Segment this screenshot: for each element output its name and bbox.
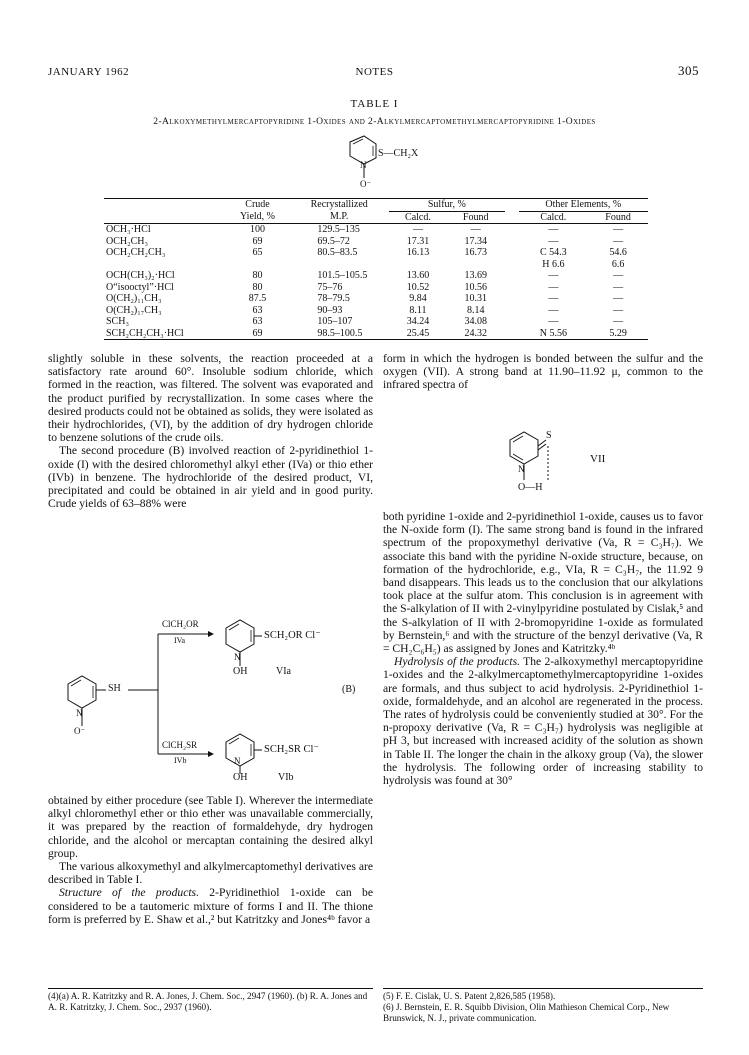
table-gap	[505, 247, 519, 259]
left-column-bottom	[48, 794, 373, 926]
product-b-label: VIb	[278, 772, 294, 783]
table-gap	[505, 328, 519, 340]
table-cell-mp: 78–79.5	[317, 293, 350, 304]
run-in-heading: Hydrolysis of the products.	[394, 655, 521, 669]
table-cell-o-found: 6.6	[611, 258, 625, 270]
structure-vii-oh: O—H	[518, 482, 543, 493]
table-cell-mp: 101.5–105.5	[317, 270, 368, 281]
table-cell-x: O“isooctyl”·HCl	[106, 281, 174, 293]
table-cell-o-found: —	[613, 293, 624, 304]
start-n: N	[76, 708, 83, 718]
product-b: SCH₂SR Cl⁻	[264, 744, 320, 755]
header-mp: M.P.	[330, 211, 349, 222]
reagent-top: ClCH₂OR	[162, 619, 199, 629]
footnotes-right	[383, 991, 703, 1025]
table-cell-o-found: —	[613, 270, 624, 281]
table-cell-s-found	[447, 259, 505, 271]
table-cell-o-found: 5.29	[609, 327, 627, 339]
product-a-label: VIa	[276, 666, 291, 677]
table-cell-s-calcd: 16.13	[406, 247, 430, 258]
structure-vii-n: N	[518, 464, 525, 474]
table-cell-mp: 129.5–135	[317, 224, 360, 235]
table-cell-o-calcd: —	[548, 270, 559, 281]
footnote-5: (5) F. E. Cislak, U. S. Patent 2,826,585 (1958).	[383, 991, 556, 1001]
table-cell-o-calcd: —	[548, 281, 559, 293]
procedure-label: (B)	[342, 684, 356, 695]
paragraph: obtained by either procedure (see Table I). Wherever the intermediate alkyl chloromethyl ether or thio ether was unavailable commercially, it was prepared by the reaction of formaldehyde, dry hydrogen chloride, and the alcohol or mercaptan containing the desired alkyl group.	[48, 794, 373, 860]
table-cell-yield: 80	[252, 270, 263, 281]
table-cell-o-calcd: H 6.6	[542, 258, 565, 270]
scheme-drawing	[58, 614, 378, 782]
table-body	[104, 224, 648, 340]
table-cell-x	[104, 259, 226, 271]
table-cell-s-found: 17.34	[464, 235, 487, 247]
header-s-calcd: Calcd.	[405, 211, 431, 223]
table-cell-x: O(CH₂)₁₁CH₃	[106, 293, 162, 304]
table-row	[104, 259, 648, 271]
paragraph-text: The 2-alkoxymethyl mercaptopyridine 1-oxides and the 2-alkylmercaptomethylmercaptopyridine 1-oxides are formals, and thus subject to acid hydrolysis. 2-Pyridinethiol 1-oxide, formaldehyde, and an alcohol are regenerated in the process. The rates of hydrolysis could be conveniently studied at 30°. For the n-propoxy derivative (Va, R = C₃H₇) hydrolysis was negligible at pH 3, but increased with increased acidity of the solution as shown in Table II. The longer the chain in the alkoxy group (Va), the slower the hydrolysis. The following order of increasing stability to hydrolysis was found at 30°	[383, 655, 703, 788]
table-cell-s-calcd: 9.84	[409, 293, 427, 304]
table-cell-o-calcd: —	[548, 235, 559, 247]
table-cell-s-found: 8.14	[466, 304, 485, 316]
table-cell-x: OCH(CH₃)₂·HCl	[106, 270, 175, 281]
table-cell-x: OCH₃·HCl	[106, 224, 151, 235]
table-row	[104, 328, 648, 340]
table-cell-yield	[226, 259, 290, 271]
reaction-scheme	[58, 614, 378, 782]
table-cell-o-found: —	[613, 304, 624, 316]
reagent-top-label: IVa	[174, 636, 186, 645]
table-cell-s-calcd: 17.31	[406, 235, 430, 247]
table-cell-s-calcd: 34.24	[406, 316, 430, 327]
structure-vii	[500, 400, 640, 500]
data-table	[104, 198, 648, 340]
header-crude: Crude	[245, 199, 270, 210]
table-gap	[505, 270, 519, 282]
table-cell-yield: 87.5	[248, 293, 267, 304]
table-row	[104, 282, 648, 294]
table-cell-o-found: —	[613, 281, 624, 293]
table-cell-s-calcd: 8.11	[409, 304, 427, 316]
table-cell-o-calcd: —	[548, 304, 559, 316]
table-row	[104, 236, 648, 248]
table-cell-mp: 98.5–100.5	[317, 327, 363, 339]
paragraph: The various alkoxymethyl and alkylmercaptomethyl derivatives are described in Table I.	[48, 860, 373, 887]
table-gap	[505, 236, 519, 248]
table-cell-s-found: 13.69	[464, 270, 487, 281]
structure-o: O⁻	[360, 179, 372, 189]
header-o-calcd: Calcd.	[540, 211, 567, 223]
table-cell-yield: 80	[252, 281, 263, 293]
right-column-top	[383, 352, 703, 392]
table-cell-yield: 65	[252, 247, 263, 258]
reagent-bottom: ClCH₂SR	[162, 740, 198, 750]
start-sh: SH	[108, 683, 121, 694]
table-row	[104, 293, 648, 305]
table-cell-o-calcd: —	[548, 224, 559, 235]
table-cell-x: O(CH₂)₁₇CH₃	[106, 304, 162, 316]
running-header-section: NOTES	[355, 66, 394, 78]
table-cell-o-found: —	[613, 235, 624, 247]
right-column-bottom	[383, 510, 703, 787]
table-cell-x: SCH₂CH₂CH₃·HCl	[106, 327, 184, 339]
pyridine-oxide-structure	[330, 132, 450, 196]
table-cell-s-found: 10.56	[464, 281, 487, 293]
paragraph	[383, 655, 703, 787]
table-cell-yield: 69	[252, 327, 263, 339]
table-cell-yield: 100	[250, 224, 266, 235]
product-a: SCH₂OR Cl⁻	[264, 630, 321, 641]
table-cell-mp: 90–93	[317, 304, 343, 316]
table-cell-mp: 105–107	[317, 316, 353, 327]
structure-vii-s: S	[546, 430, 552, 441]
table-cell-s-found: 10.31	[464, 293, 487, 304]
table-structure	[330, 132, 450, 196]
footnote-6: (6) J. Bernstein, E. R. Squibb Division, Olin Mathieson Chemical Corp., New Brunswick, N. J., private communication.	[383, 1002, 670, 1024]
paragraph: form in which the hydrogen is bonded between the sulfur and the oxygen (VII). A strong band at 11.90–11.92 μ, common to the infrared spectra of	[383, 352, 703, 392]
running-header-date: JANUARY 1962	[48, 66, 130, 78]
table-cell-mp: 69.5–72	[317, 235, 350, 247]
table-gap	[505, 293, 519, 305]
table-cell-o-calcd: —	[548, 293, 559, 304]
left-column-top	[48, 352, 373, 510]
header-o-found: Found	[605, 211, 631, 223]
paragraph	[48, 886, 373, 926]
table-cell-s-calcd	[389, 259, 447, 271]
header-other: Other Elements, %	[519, 199, 649, 212]
table-cell-mp	[289, 259, 389, 271]
product-a-n: N	[234, 652, 241, 662]
table-cell-s-found: —	[470, 224, 481, 235]
table-cell-s-found: 24.32	[464, 327, 487, 339]
table-gap	[505, 282, 519, 294]
table-cell-o-found: —	[613, 316, 624, 327]
table-row	[104, 224, 648, 236]
reagent-bottom-label: IVb	[174, 756, 187, 765]
table-cell-mp: 75–76	[317, 281, 343, 293]
structure-n: N	[360, 160, 367, 170]
table-cell-yield: 69	[252, 235, 263, 247]
run-in-heading: Structure of the products.	[59, 886, 199, 900]
structure-vii-label: VII	[590, 453, 606, 465]
table-cell-x: OCH₂CH₃	[106, 235, 148, 247]
paragraph: slightly soluble in these solvents, the reaction proceeded at a satisfactory rate around 60°. Insoluble sodium chloride, which formed in the reaction, was filtered. The solvent was evaporated and the product purified by recrystallization. In some cases where the desired products could not be obtained as solids, they were isolated as their hydrochlorides, (VI), by the addition of dry hydrogen chloride to benzene solutions of the crude oils.	[48, 352, 373, 445]
product-b-n: N	[234, 756, 241, 766]
table-cell-x: OCH₂CH₂CH₃	[106, 247, 166, 258]
table-cell-x: SCH₃	[106, 316, 129, 327]
table-cell-yield: 63	[252, 304, 263, 316]
table-gap	[505, 316, 519, 328]
table-cell-o-calcd: C 54.3	[540, 247, 567, 258]
table-cell-yield: 63	[252, 316, 263, 327]
product-b-oh: OH	[233, 772, 248, 783]
table-gap	[505, 305, 519, 317]
table-cell-s-calcd: 25.45	[406, 327, 430, 339]
table-row	[104, 316, 648, 328]
header-yield: Yield, %	[240, 211, 276, 222]
table-cell-s-calcd: 13.60	[406, 270, 430, 281]
table-cell-s-calcd: —	[412, 224, 423, 235]
table-cell-s-found: 34.08	[464, 316, 487, 327]
paragraph: The second procedure (B) involved reaction of 2-pyridinethiol 1-oxide (I) with the desired chloromethyl alkyl ether (IVa) or thio ether (IVb) in benzene. The hydrochloride of the desired product, VI, precipitated and could be obtained in air yield and in good purity. Crude yields of 63–88% were	[48, 444, 373, 511]
header-s-found: Found	[462, 211, 489, 223]
footnote-left: (4)(a) A. R. Katritzky and R. A. Jones, J. Chem. Soc., 2947 (1960). (b) R. A. Jones and A. R. Katritzky, J. Chem. Soc., 2937 (1960).	[48, 991, 368, 1013]
table-row	[104, 270, 648, 282]
table-title: TABLE I	[350, 98, 399, 110]
table-cell-s-found: 16.73	[464, 247, 487, 258]
table-cell-o-found: 54.6	[609, 247, 627, 258]
table-gap	[505, 224, 519, 236]
table-row	[104, 305, 648, 317]
table-cell-s-calcd: 10.52	[406, 281, 430, 293]
table-cell-o-calcd: N 5.56	[539, 327, 567, 339]
page-number: 305	[678, 63, 699, 78]
header-sulfur: Sulfur, %	[389, 199, 505, 212]
table-row	[104, 247, 648, 259]
footnote-rule-right	[383, 988, 703, 989]
start-o: O⁻	[74, 726, 86, 736]
table-gap	[505, 259, 519, 271]
table-cell-o-found: —	[613, 224, 624, 235]
structure-substituent: S—CH₂X	[378, 148, 419, 159]
paragraph: both pyridine 1-oxide and 2-pyridinethiol 1-oxide, causes us to favor the N-oxide form (I). The same strong band is found in the infrared spectrum of the propoxymethyl derivative (Va, R = C₃H₇). We associate this band with the pyridine N-oxide structure, because, on formation of the hydrochloride, e.g., VIa, R = C₃H₇, the 11.92 9 band disappears. This leads us to the conclusion that our alkylations took place at the sulfur atom. This conclusion is in agreement with the S-alkylation of II with 2-vinylpyridine postulated by Cislak,⁵ and the S-alkylation of II with 2-bromopyridine 1-oxide as formulated by Bernstein,⁶ and with the structure of the benzyl derivative (Va, R = CH₂C₆H₅) as assigned by Jones and Katritzky.⁴ᵇ	[383, 510, 703, 656]
table-cell-o-calcd: —	[548, 316, 559, 327]
footnote-rule-left	[48, 988, 373, 989]
header-recryst: Recrystallized	[310, 199, 368, 210]
paragraph-text: 2-Pyridinethiol 1-oxide can be considered to be a tautomeric mixture of forms I and II. The thione form is preferred by E. Shaw et al.,² but Katritzky and Jones⁴ᵇ favor a	[48, 886, 373, 926]
product-a-oh: OH	[233, 666, 248, 677]
table-subtitle: 2-Alkoxymethylmercaptopyridine 1-Oxides and 2-Alkylmercaptomethylmercaptopyridine 1-Oxides	[153, 116, 596, 127]
table-cell-mp: 80.5–83.5	[317, 247, 358, 258]
